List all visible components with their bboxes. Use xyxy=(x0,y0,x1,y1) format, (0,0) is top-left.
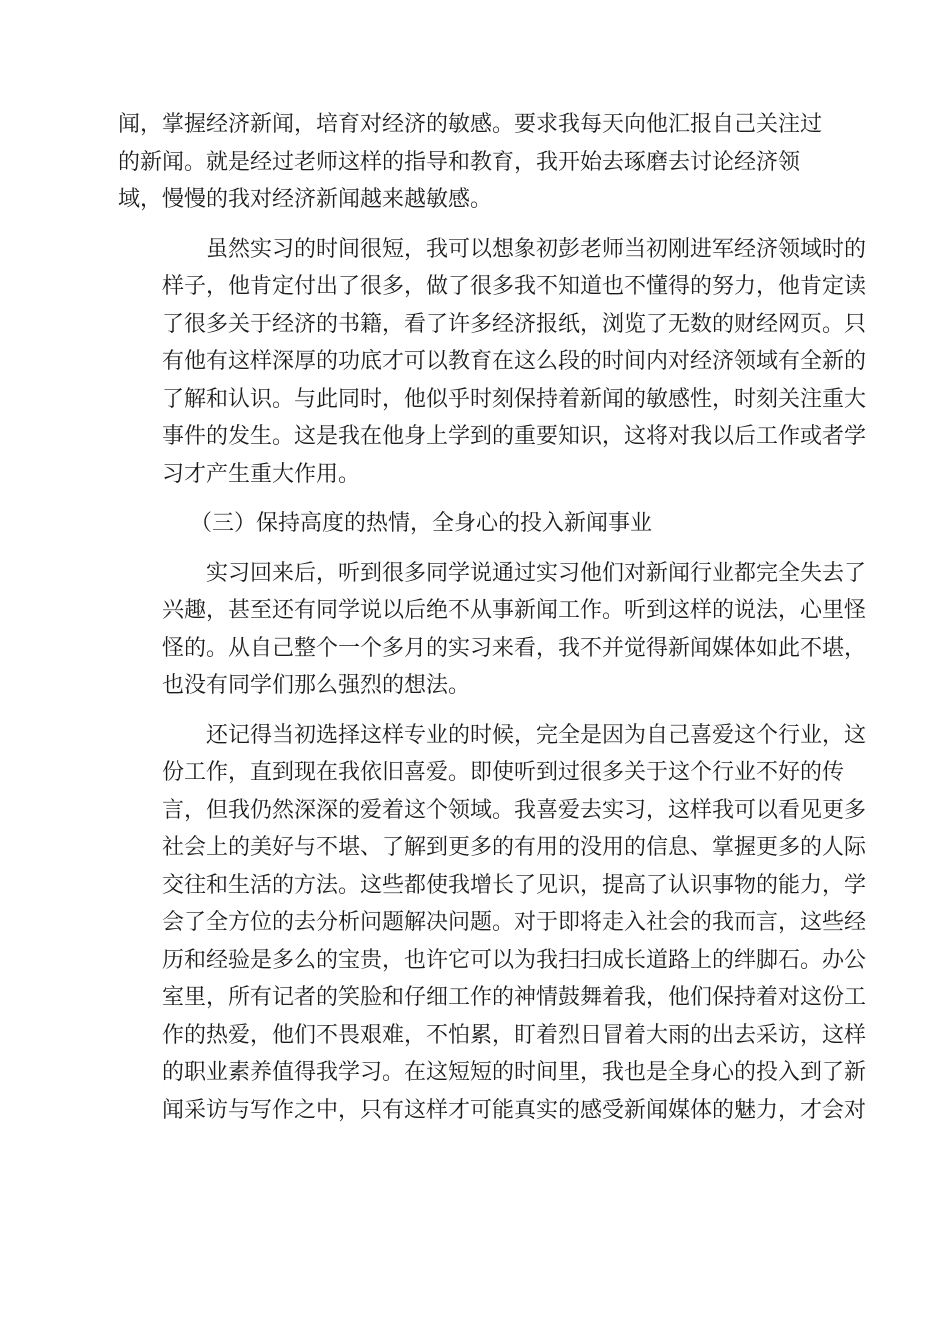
text-line: 了很多关于经济的书籍，看了许多经济报纸，浏览了无数的财经网页。只 xyxy=(162,311,867,337)
text-line: 闻，掌握经济新闻，培育对经济的敏感。要求我每天向他汇报自己关注过 xyxy=(118,112,823,137)
text-line: 交往和生活的方法。这些都使我增长了见识，提高了认识事物的能力，学 xyxy=(162,872,867,898)
text-line: 作的热爱，他们不畏艰难，不怕累，盯着烈日冒着大雨的出去采访，这样 xyxy=(162,1022,867,1048)
section-heading-text: （三）保持高度的热情，全身心的投入新闻事业 xyxy=(190,511,653,536)
paragraph-3 xyxy=(118,555,867,705)
text-line: 也没有同学们那么强烈的想法。 xyxy=(162,673,471,698)
text-line: 实习回来后，听到很多同学说通过实习他们对新闻行业都完全失去了 xyxy=(206,560,867,586)
text-line: 样子，他肯定付出了很多，做了很多我不知道也不懂得的努力，他肯定读 xyxy=(162,274,867,299)
text-line: 兴趣，甚至还有同学说以后绝不从事新闻工作。听到这样的说法，心里怪 xyxy=(162,598,867,623)
text-line: 怪的。从自己整个一个多月的实习来看，我不并觉得新闻媒体如此不堪， xyxy=(162,635,867,661)
text-line: 社会上的美好与不堪、了解到更多的有用的没用的信息、掌握更多的人际 xyxy=(162,835,867,860)
paragraph-2 xyxy=(118,231,867,494)
text-line: 的新闻。就是经过老师这样的指导和教育，我开始去琢磨去讨论经济领 xyxy=(118,149,801,175)
text-line: 事件的发生。这是我在他身上学到的重要知识，这将对我以后工作或者学 xyxy=(162,424,867,449)
text-line: 闻采访与写作之中，只有这样才可能真实的感受新闻媒体的魅力，才会对 xyxy=(162,1097,867,1123)
text-line: 室里，所有记者的笑脸和仔细工作的神情鼓舞着我，他们保持着对这份工 xyxy=(162,985,867,1010)
document-body xyxy=(118,106,867,1141)
text-line: 域，慢慢的我对经济新闻越来越敏感。 xyxy=(118,187,493,212)
text-line: 的职业素养值得我学习。在这短短的时间里，我也是全身心的投入到了新 xyxy=(162,1060,867,1085)
text-line: 了解和认识。与此同时，他似乎时刻保持着新闻的敏感性，时刻关注重大 xyxy=(162,386,867,412)
text-line: 还记得当初选择这样专业的时候，完全是因为自己喜爱这个行业，这 xyxy=(206,722,867,748)
section-heading xyxy=(118,505,834,543)
text-line: 习才产生重大作用。 xyxy=(162,461,361,487)
paragraph-1 xyxy=(118,106,834,219)
text-line: 言，但我仍然深深的爱着这个领域。我喜爱去实习，这样我可以看见更多 xyxy=(162,797,867,823)
text-line: 会了全方位的去分析问题解决问题。对于即将走入社会的我而言，这些经 xyxy=(162,910,867,935)
text-line: 历和经验是多么的宝贵，也许它可以为我扫扫成长道路上的绊脚石。办公 xyxy=(162,947,867,973)
text-line: 有他有这样深厚的功底才可以教育在这么段的时间内对经济领域有全新的 xyxy=(162,349,867,374)
text-line: 份工作，直到现在我依旧喜爱。即使听到过很多关于这个行业不好的传 xyxy=(162,760,845,785)
text-line: 虽然实习的时间很短，我可以想象初彭老师当初刚进军经济领域时的 xyxy=(206,236,867,262)
paragraph-4 xyxy=(118,717,867,1130)
